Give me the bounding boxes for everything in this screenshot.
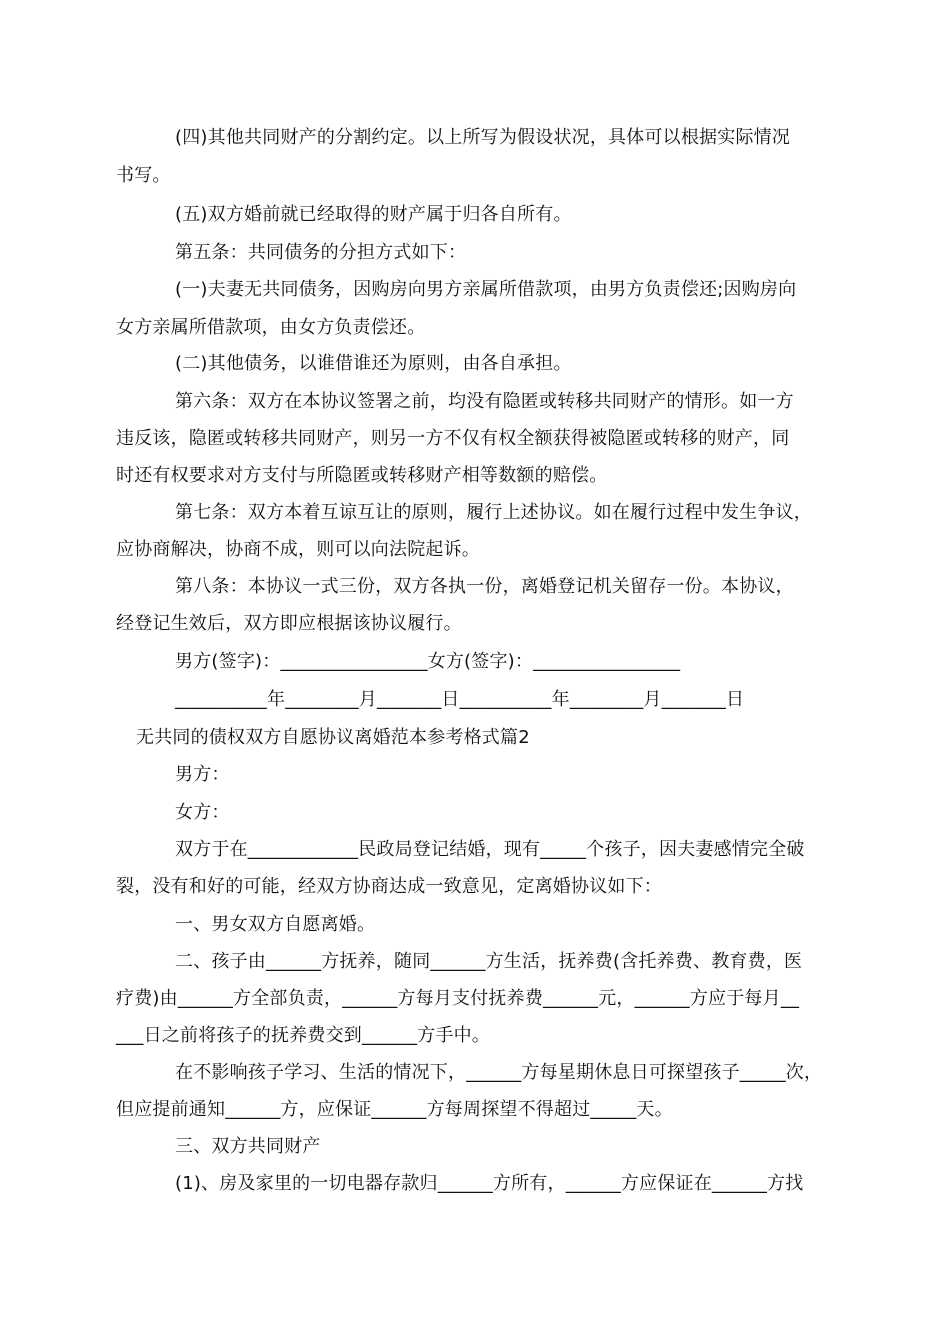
paragraph-line: 第六条：双方在本协议签署之前，均没有隐匿或转移共同财产的情形。如一方 — [175, 391, 794, 412]
paragraph-line: 但应提前通知______方，应保证______方每周探望不得超过_____天。 — [116, 1099, 673, 1120]
paragraph-line: 女方亲属所借款项，由女方负责偿还。 — [116, 317, 426, 338]
paragraph-line: 裂，没有和好的可能，经双方协商达成一致意见，定离婚协议如下： — [116, 876, 662, 897]
section-heading: 三、双方共同财产 — [175, 1136, 321, 1157]
paragraph-line: 应协商解决，协商不成，则可以向法院起诉。 — [116, 539, 480, 560]
paragraph-line: (一)夫妻无共同债务，因购房向男方亲属所借款项，由男方负责偿还;因购房向 — [175, 279, 797, 300]
paragraph-line: 第八条：本协议一式三份，双方各执一份，离婚登记机关留存一份。本协议， — [175, 576, 794, 597]
paragraph-line: 在不影响孩子学习、生活的情况下，______方每星期休息日可探望孩子_____次， — [175, 1062, 823, 1083]
date-line: __________年________月_______日__________年________月_______日 — [175, 689, 745, 710]
paragraph-line: 二、孩子由______方抚养，随同______方生活，抚养费(含托养费、教育费，医 — [175, 951, 803, 972]
party-label-wife: 女方： — [175, 802, 230, 823]
paragraph-line: 书写。 — [116, 165, 171, 186]
paragraph-line: 双方于在____________民政局登记结婚，现有_____个孩子，因夫妻感情完全破 — [175, 839, 805, 860]
section-title: 无共同的债权双方自愿协议离婚范本参考格式篇2 — [136, 727, 530, 748]
paragraph-line: 第七条：双方本着互谅互让的原则，履行上述协议。如在履行过程中发生争议， — [175, 502, 812, 523]
paragraph-line: 疗费)由______方全部负责，______方每月支付抚养费______元，______方应于每月__ — [116, 988, 800, 1009]
signature-line: 男方(签字)：________________女方(签字)：________________ — [175, 651, 681, 672]
paragraph-line: 时还有权要求对方支付与所隐匿或转移财产相等数额的赔偿。 — [116, 465, 608, 486]
paragraph-line: 违反该，隐匿或转移共同财产，则另一方不仅有权全额获得被隐匿或转移的财产，同 — [116, 428, 790, 449]
paragraph-line: (五)双方婚前就已经取得的财产属于归各自所有。 — [175, 204, 572, 225]
party-label-husband: 男方： — [175, 764, 230, 785]
paragraph-line: ___日之前将孩子的抚养费交到______方手中。 — [116, 1025, 490, 1046]
paragraph-line: 一、男女双方自愿离婚。 — [175, 914, 376, 935]
section-heading: 第五条：共同债务的分担方式如下： — [175, 242, 467, 263]
paragraph-line: (二)其他债务，以谁借谁还为原则，由各自承担。 — [175, 353, 572, 374]
paragraph-line: (1)、房及家里的一切电器存款归______方所有，______方应保证在______方找 — [175, 1173, 804, 1194]
paragraph-line: (四)其他共同财产的分割约定。以上所写为假设状况，具体可以根据实际情况 — [175, 127, 791, 148]
paragraph-line: 经登记生效后，双方即应根据该协议履行。 — [116, 613, 462, 634]
